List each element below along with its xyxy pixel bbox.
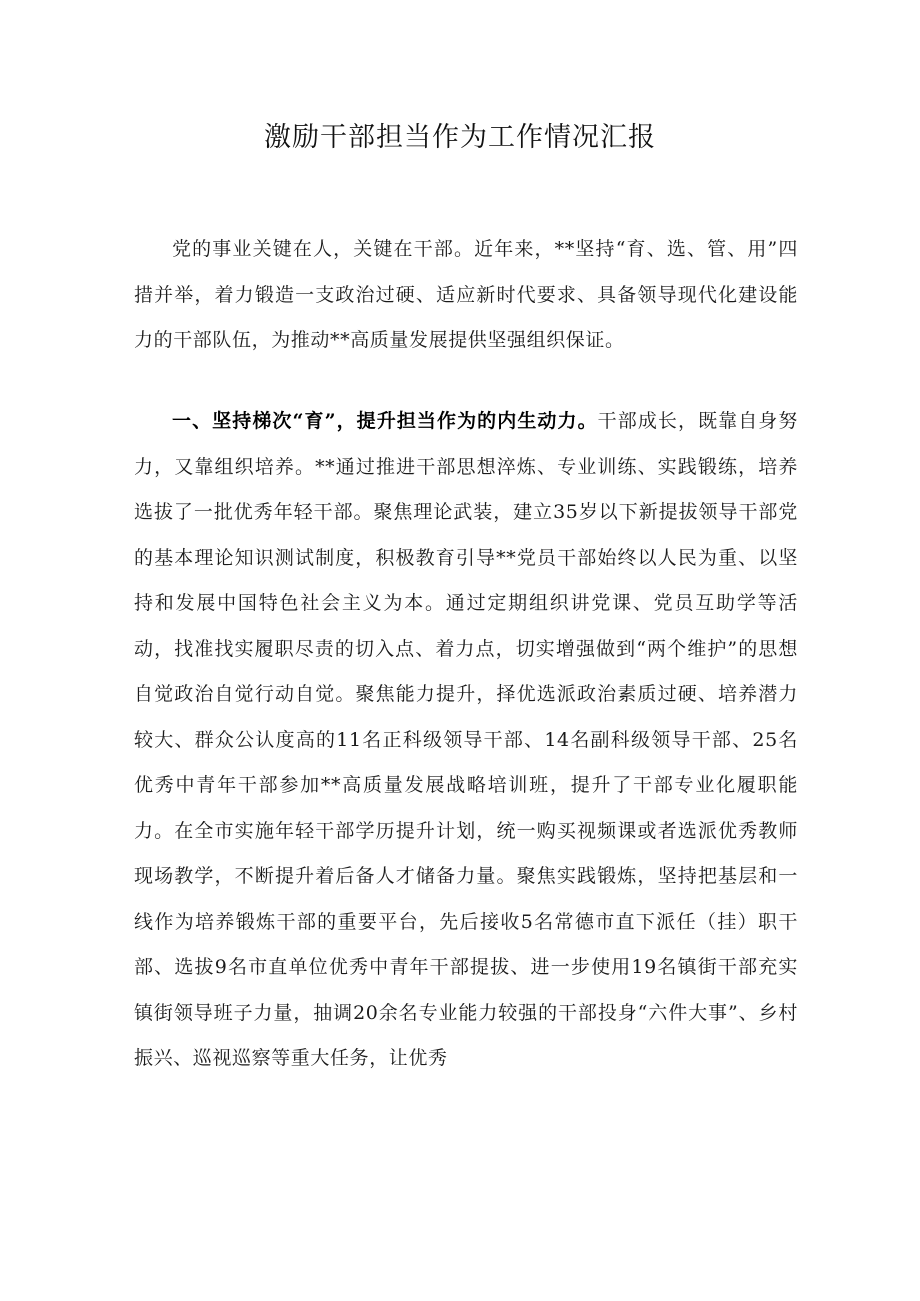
intro-paragraph: 党的事业关键在人，关键在干部。近年来，**坚持“育、选、管、用”四措并举，着力锻造一支政治过硬、适应新时代要求、具备领导现代化建设能力的干部队伍，为推动**高质量发展提供坚强组织保证。 xyxy=(134,238,798,351)
document-title: 激励干部担当作为工作情况汇报 xyxy=(264,122,656,153)
section-one-heading: 一、坚持梯次“育”，提升担当作为的内生动力。 xyxy=(172,410,598,432)
section-one-paragraph xyxy=(134,399,798,1082)
section-one-body: 干部成长，既靠自身努力，又靠组织培养。**通过推进干部思想淬炼、专业训练、实践锻练，培养选拔了一批优秀年轻干部。聚焦理论武装，建立35岁以下新提拔领导干部党的基本理论知识测试制度，积极教育引导**党员干部始终以人民为重、以坚持和发展中国特色社会主义为本。通过定期组织讲党课、党员互助学等活动，找准找实履职尽责的切入点、着力点，切实增强做到“两个维护”的思想自觉政治自觉行动自觉。聚焦能力提升，择优选派政治素质过硬、培养潜力较大、群众公认度高的11名正科级领导干部、14名副科级领导干部、25名优秀中青年干部参加**高质量发展战略培训班，提升了干部专业化履职能力。在全市实施年轻干部学历提升计划，统一购买视频课或者选派优秀教师现场教学，不断提升着后备人才储备力量。聚焦实践锻炼，坚持把基层和一线作为培养锻炼干部的重要平台，先后接收5名常德市直下派任（挂）职干部、选拔9名市直单位优秀中青年干部提拔、进一步使用19名镇街干部充实镇街领导班子力量，抽调20余名专业能力较强的干部投身“六件大事”、乡村振兴、巡视巡察等重大任务，让优秀 xyxy=(134,410,798,1069)
